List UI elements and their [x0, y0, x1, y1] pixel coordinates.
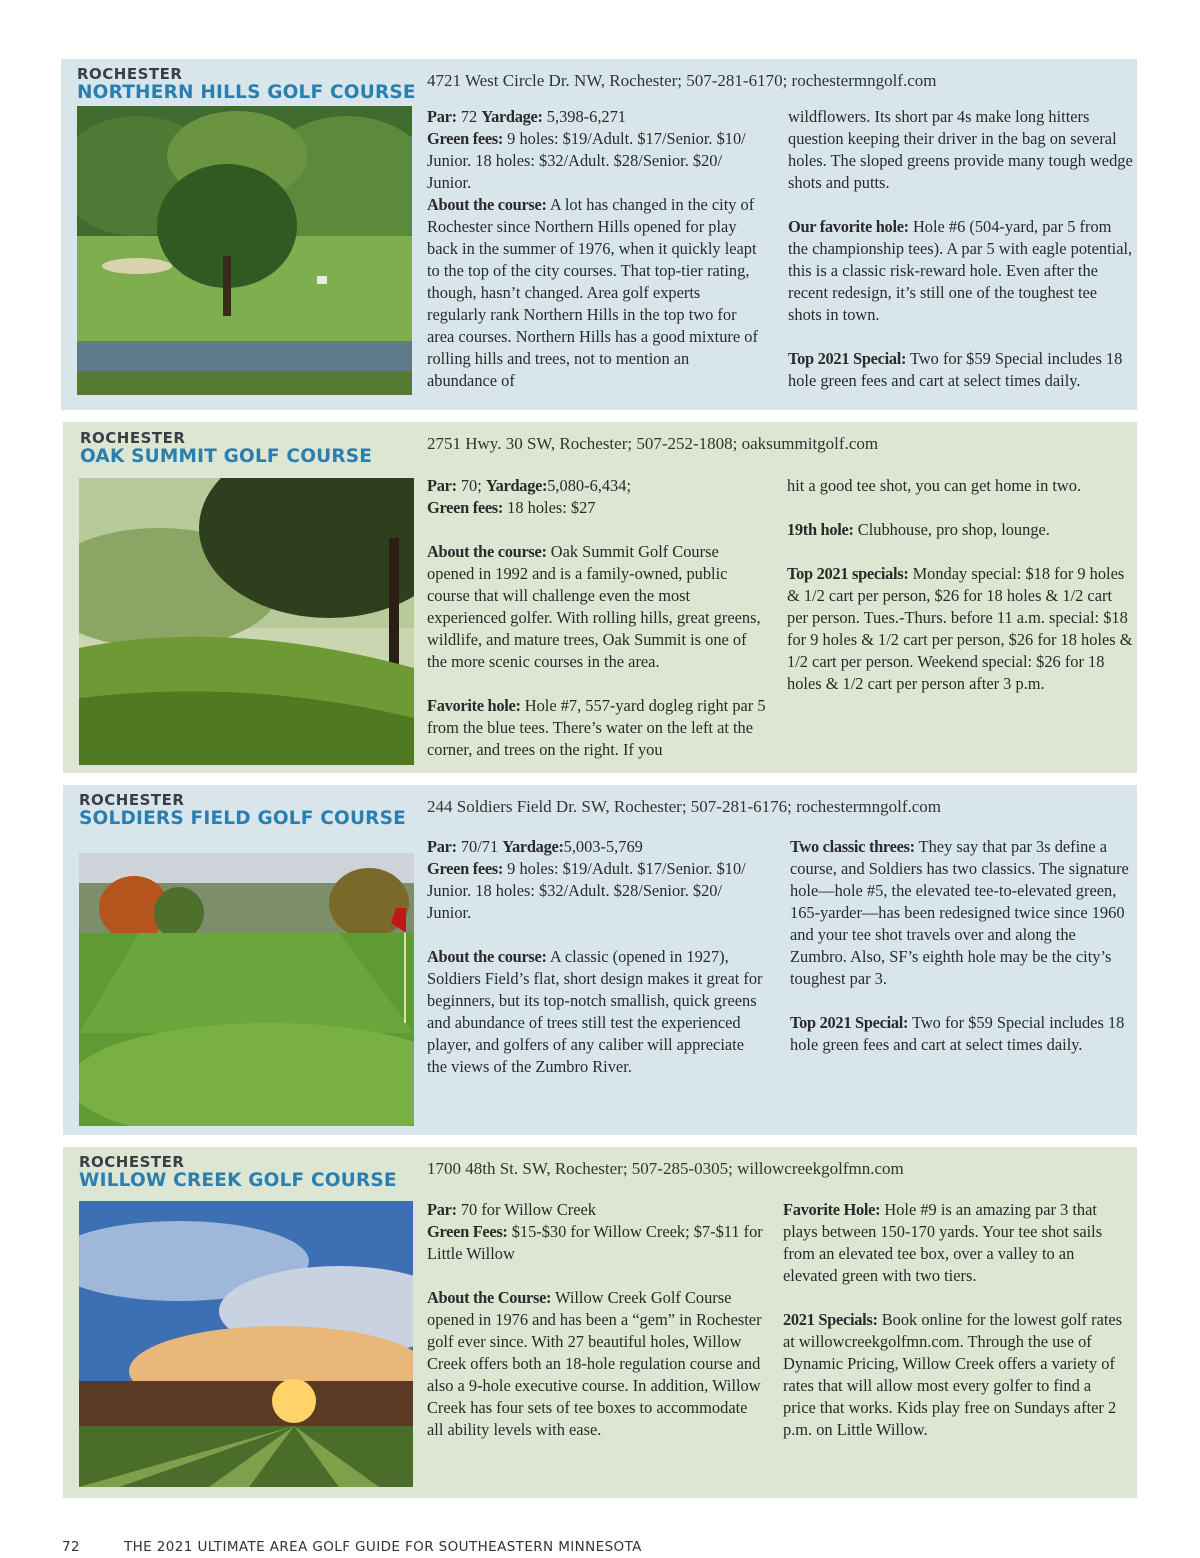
fees-label: Green fees:: [427, 129, 504, 148]
course-column-right: [790, 836, 1133, 1056]
about-continued: wildflowers. Its short par 4s make long hitters question keeping their driver in the bag on several holes. The sloped greens provide many tough wedge shots and putts.: [788, 107, 1133, 192]
par-value: 72: [456, 107, 482, 126]
par-value: 70;: [456, 476, 486, 495]
course-photo: [77, 106, 412, 395]
favorite-hole-value: Hole #9 is an amazing par 3 that plays between 150-170 yards. Your tee shot sails from an elevated tee box, over a valley to an elevated green with two tiers.: [783, 1200, 1103, 1285]
page-footer: [62, 1539, 642, 1555]
yardage-value: 5,398-6,271: [542, 107, 627, 126]
course-name: WILLOW CREEK GOLF COURSE: [79, 1170, 397, 1191]
special-value: Two for $59 Special includes 18 hole green fees and cart at select times daily.: [790, 1013, 1125, 1054]
course-name: NORTHERN HILLS GOLF COURSE: [77, 82, 416, 103]
nineteenth-hole-value: Clubhouse, pro shop, lounge.: [853, 520, 1050, 539]
yardage-label: Yardage:: [481, 107, 543, 126]
par-value: 70 for Willow Creek: [456, 1200, 596, 1219]
about-value: A lot has changed in the city of Rochester since Northern Hills opened for play back in the summer of 1976, when it quickly leapt to the top of the city courses. That top-tier rating, though, hasn’t changed. Area golf experts regularly rank Northern Hills in the top two for area courses. Northern Hills has a good mixture of rolling hills and trees, not to mention an abundance of: [427, 195, 758, 390]
favorite-hole-value: Hole #6 (504-yard, par 5 from the championship tees). A par 5 with eagle potential, this is a classic risk-reward hole. Even after the recent redesign, it’s still one of the toughest tee shots in town.: [788, 217, 1133, 324]
special-value: Two for $59 Special includes 18 hole green fees and cart at select times daily.: [788, 349, 1123, 390]
course-card-oak-summit: [63, 422, 1137, 773]
course-column-left: [427, 836, 767, 1078]
par-label: Par:: [427, 1200, 457, 1219]
yardage-label: Yardage:: [485, 476, 548, 495]
page-number: 72: [62, 1539, 80, 1555]
special-label: 2021 Specials:: [783, 1310, 878, 1329]
course-address: 4721 West Circle Dr. NW, Rochester; 507-281-6170; rochestermngolf.com: [427, 71, 937, 90]
fees-label: Green Fees:: [427, 1222, 508, 1241]
yardage-label: Yardage:: [502, 837, 564, 856]
favorite-hole-label: Our favorite hole:: [788, 217, 909, 236]
favorite-hole-continued: hit a good tee shot, you can get home in two.: [787, 476, 1082, 495]
course-photo: [79, 1201, 413, 1487]
course-column-left: [427, 1199, 767, 1441]
course-card-willow-creek: [63, 1147, 1137, 1498]
fees-value: 9 holes: $19/Adult. $17/Senior. $10/ Junior. 18 holes: $32/Adult. $28/Senior. $20/ Junior.: [427, 859, 746, 922]
course-city: ROCHESTER: [79, 791, 185, 809]
course-city: ROCHESTER: [80, 429, 186, 447]
about-value: A classic (opened in 1927), Soldiers Field’s flat, short design makes it great for beginners, but its top-notch smallish, quick greens and abundance of trees still test the experienced player, and golfers of any caliber will appreciate the views of the Zumbro River.: [427, 947, 763, 1076]
course-column-left: [427, 106, 763, 392]
about-label: About the Course:: [427, 1288, 552, 1307]
favorite-hole-label: Favorite hole:: [427, 696, 521, 715]
course-city: ROCHESTER: [77, 65, 183, 83]
fees-value: 18 holes: $27: [503, 498, 596, 517]
par-value: 70/71: [456, 837, 503, 856]
course-column-right: [783, 1199, 1123, 1441]
about-label: About the course:: [427, 195, 547, 214]
course-photo: [79, 478, 414, 765]
special-label: Top 2021 Special:: [788, 349, 907, 368]
course-address: 244 Soldiers Field Dr. SW, Rochester; 507-281-6176; rochestermngolf.com: [427, 797, 942, 816]
publication-title: THE 2021 ULTIMATE AREA GOLF GUIDE FOR SOUTHEASTERN MINNESOTA: [123, 1539, 642, 1555]
course-card-northern-hills: [61, 59, 1137, 410]
course-column-left: [427, 475, 767, 761]
course-address: 1700 48th St. SW, Rochester; 507-285-0305; willowcreekgolfmn.com: [427, 1159, 904, 1178]
fees-label: Green fees:: [427, 859, 504, 878]
favorite-hole-label: Favorite Hole:: [783, 1200, 881, 1219]
favorite-hole-value: Hole #7, 557-yard dogleg right par 5 from the blue tees. There’s water on the left at the corner, and trees on the right. If you: [427, 696, 766, 759]
classic-threes-label: Two classic threes:: [790, 837, 915, 856]
par-label: Par:: [427, 476, 457, 495]
par-label: Par:: [427, 107, 457, 126]
about-label: About the course:: [427, 542, 547, 561]
course-column-right: [787, 475, 1133, 695]
course-name: SOLDIERS FIELD GOLF COURSE: [79, 808, 406, 829]
about-value: Oak Summit Golf Course opened in 1992 and is a family-owned, public course that will challenge even the most experienced golfer. With rolling hills, great greens, wildlife, and mature trees, Oak Summit is one of the more scenic courses in the area.: [427, 542, 761, 671]
special-value: Monday special: $18 for 9 holes & 1/2 cart per person, $26 for 18 holes & 1/2 cart per person. Tues.-Thurs. before 11 a.m. special: $18 for 9 holes & 1/2 cart per person, $26 for 18 holes & 1/2 cart per person. Weekend special: $26 for 18 holes & 1/2 cart per person after 3 p.m.: [787, 564, 1133, 693]
course-city: ROCHESTER: [79, 1153, 185, 1171]
special-label: Top 2021 Special:: [790, 1013, 909, 1032]
par-label: Par:: [427, 837, 457, 856]
about-value: Willow Creek Golf Course opened in 1976 and has been a “gem” in Rochester golf ever since. With 27 beautiful holes, Willow Creek offers both an 18-hole regulation course and also a 9-hole executive course. In addition, Willow Creek has four sets of tee boxes to accommodate all ability levels with ease.: [427, 1288, 762, 1439]
special-value: Book online for the lowest golf rates at willowcreekgolfmn.com. Through the use of Dynamic Pricing, Willow Creek offers a variety of rates that will allow most every golfer to find a price that works. Kids play free on Sundays after 2 p.m. on Little Willow.: [783, 1310, 1123, 1439]
nineteenth-hole-label: 19th hole:: [787, 520, 854, 539]
course-photo: [79, 853, 414, 1126]
course-column-right: [788, 106, 1133, 392]
course-address: 2751 Hwy. 30 SW, Rochester; 507-252-1808; oaksummitgolf.com: [427, 434, 879, 453]
classic-threes-value: They say that par 3s define a course, and Soldiers has two classics. The signature hole—hole #5, the elevated tee-to-elevated green, 165-yarder—has been redesigned twice since 1960 and your tee shot travels over and along the Zumbro. Also, SF’s eighth hole may be the city’s toughest par 3.: [790, 837, 1129, 988]
fees-label: Green fees:: [427, 498, 504, 517]
yardage-value: 5,003-5,769: [563, 837, 643, 856]
about-label: About the course:: [427, 947, 547, 966]
fees-value: $15-$30 for Willow Creek; $7-$11 for Little Willow: [427, 1222, 763, 1263]
yardage-value: 5,080-6,434;: [547, 476, 632, 495]
fees-value: 9 holes: $19/Adult. $17/Senior. $10/ Junior. 18 holes: $32/Adult. $28/Senior. $20/ Junior.: [427, 129, 746, 192]
course-card-soldiers-field: [63, 785, 1137, 1135]
course-name: OAK SUMMIT GOLF COURSE: [80, 446, 373, 467]
special-label: Top 2021 specials:: [787, 564, 909, 583]
